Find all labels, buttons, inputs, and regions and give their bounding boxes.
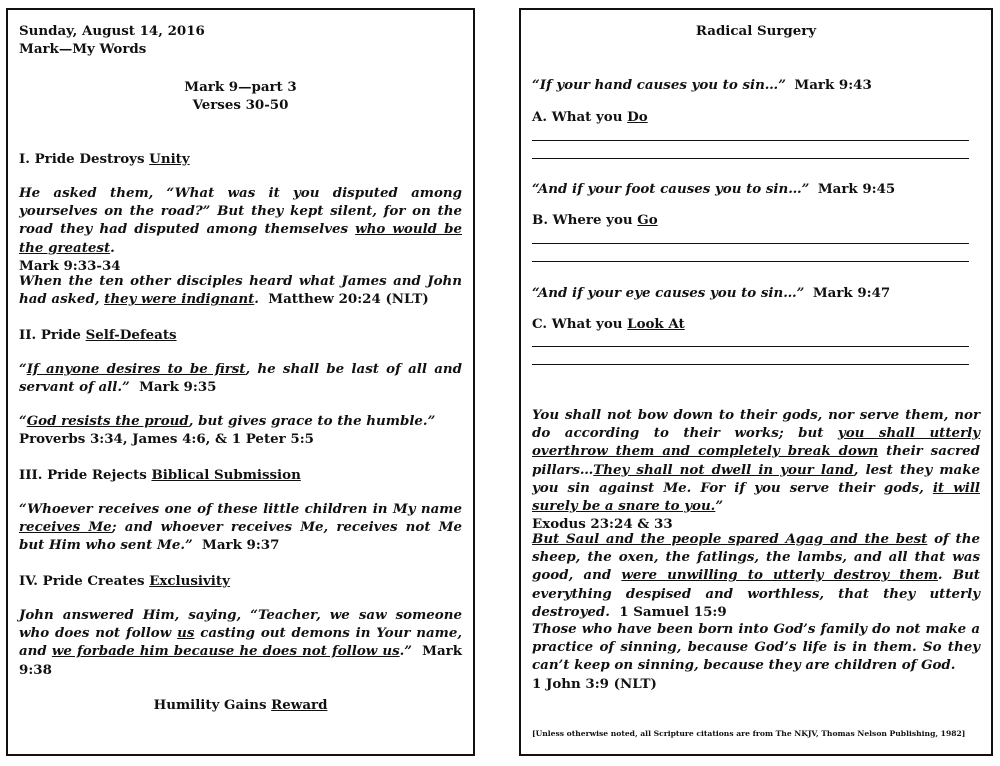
point-a-quote: “If your hand causes you to sin…” Mark 9:43 xyxy=(532,77,872,93)
blank-line[interactable] xyxy=(532,346,969,347)
quote-matthew-20-24: When the ten other disciples heard what James and John had asked, they were indignant. Matthew 20:24 (NLT) xyxy=(19,273,462,308)
blank-line[interactable] xyxy=(532,261,969,262)
blank-line[interactable] xyxy=(532,158,969,159)
point-c-quote: “And if your eye causes you to sin…” Mark 9:47 xyxy=(532,285,891,301)
right-page xyxy=(519,8,993,756)
quote-1-samuel-15-9: But Saul and the people spared Agag and the best of the sheep, the oxen, the fatlings, the lambs, and all that was good, and were unwilling to utterly destroy them. But everything despised and worthless, that they utterly destroyed. 1 Samuel 15:9 xyxy=(532,531,980,620)
left-page xyxy=(6,8,475,756)
quote-mark-9-35: “If anyone desires to be first, he shall be last of all and servant of all.” Mark 9:35 xyxy=(19,361,462,396)
right-title: Radical Surgery xyxy=(695,23,817,39)
quote-proverbs-3-34: “God resists the proud, but gives grace to the humble.” Proverbs 3:34, James 4:6, & 1 Peter 5:5 xyxy=(19,413,436,448)
quote-1-john-3-9: Those who have been born into God’s family do not make a practice of sinning, because God’s life is in them. So they can’t keep on sinning, because they are children of God. 1 John 3:9 (NLT) xyxy=(532,621,980,692)
point-a-heading: A. What you Do xyxy=(532,109,648,125)
verses-range: Verses 30-50 xyxy=(192,97,289,113)
section-heading-2: II. Pride Self-Defeats xyxy=(19,327,177,343)
blank-line[interactable] xyxy=(532,364,969,365)
blank-line[interactable] xyxy=(532,140,969,141)
quote-exodus-23-24: You shall not bow down to their gods, nor serve them, nor do according to their works; but you shall utterly overthrow them and completely break down their sacred pillars…They shall not dwell in your land, lest they make you sin against Me. For if you serve their gods, it will surely be a snare to you.” Exodus 23:24 & 33 xyxy=(532,407,980,533)
section-heading-4: IV. Pride Creates Exclusivity xyxy=(19,573,230,589)
quote-mark-9-33: He asked them, “What was it you disputed among yourselves on the road?” But they kept silent, for on the road they had disputed among themselves who would be the greatest. Mark 9:33-34 xyxy=(19,185,463,274)
point-b-heading: B. Where you Go xyxy=(532,212,658,228)
point-c-heading: C. What you Look At xyxy=(532,316,685,332)
quote-mark-9-38: John answered Him, saying, “Teacher, we saw someone who does not follow us casting out demons in Your name, and we forbade him because he does not follow us.” Mark 9:38 xyxy=(19,607,462,678)
section-heading-1: I. Pride Destroys Unity xyxy=(19,151,190,167)
date-line: Sunday, August 14, 2016 xyxy=(19,23,205,39)
quote-mark-9-37: “Whoever receives one of these little children in My name receives Me; and whoever receives Me, receives not Me but Him who sent Me.” Mark 9:37 xyxy=(19,501,463,554)
blank-line[interactable] xyxy=(532,243,969,244)
series-title: Mark—My Words xyxy=(19,41,147,57)
point-b-quote: “And if your foot causes you to sin…” Mark 9:45 xyxy=(532,181,896,197)
section-heading-3: III. Pride Rejects Biblical Submission xyxy=(19,467,301,483)
passage-title: Mark 9—part 3 xyxy=(184,79,297,95)
closing-heading: Humility Gains Reward xyxy=(153,697,328,713)
footnote: [Unless otherwise noted, all Scripture citations are from The NKJV, Thomas Nelson Publishing, 1982] xyxy=(532,729,966,738)
